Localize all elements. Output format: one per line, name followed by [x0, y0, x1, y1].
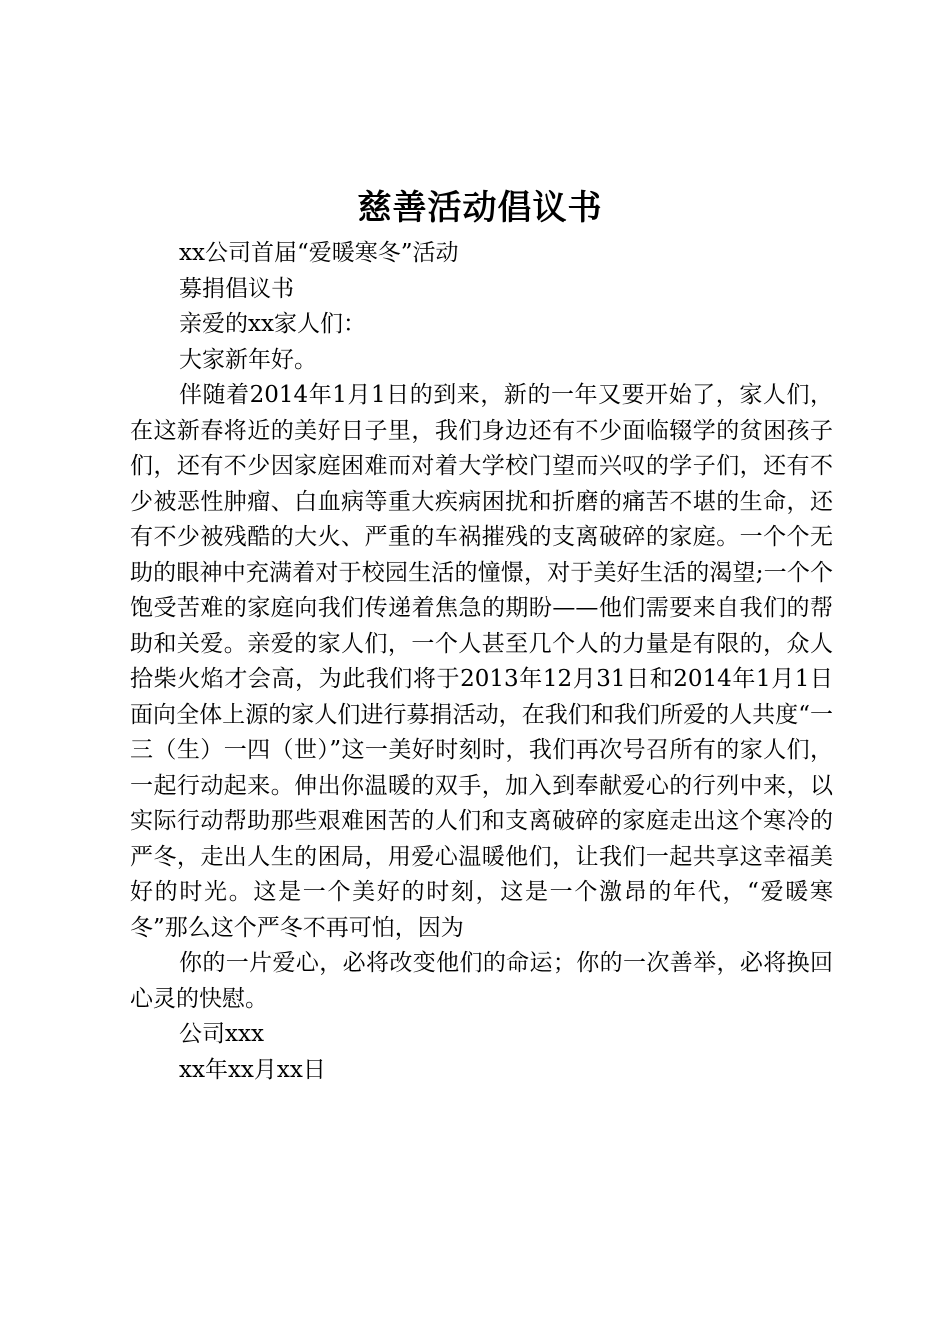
document-title: 慈善活动倡议书: [357, 188, 603, 228]
greeting: 大家新年好。: [179, 346, 317, 373]
salutation: 亲爱的xx家人们：: [179, 311, 366, 337]
closing-paragraph: 你的一片爱心，必将改变他们的命运；你的一次善举，必将换回心灵的快慰。: [130, 950, 833, 1012]
event-name-line: xx公司首届“爱暖寒冬”活动: [179, 240, 459, 266]
subtitle-line: 募捐倡议书: [179, 275, 294, 302]
date-line: xx年xx月xx日: [179, 1056, 326, 1083]
main-paragraph: 伴随着2014年1月1日的到来，新的一年又要开始了，家人们，在这新春将近的美好日子里，我们身边还有不少面临辍学的贫困孩子们，还有不少因家庭困难而对着大学校门望而兴叹的学子们，还有不少被恶性肿瘤、白血病等重大疾病困扰和折磨的痛苦不堪的生命，还有不少被残酷的大火、严重的车祸摧残的支离破碎的家庭。一个个无助的眼神中充满着对于校园生活的憧憬，对于美好生活的渴望;一个个饱受苦难的家庭向我们传递着焦急的期盼——他们需要来自我们的帮助和关爱。亲爱的家人们，一个人甚至几个人的力量是有限的，众人拾柴火焰才会高，为此我们将于2013年12月31日和2014年1月1日面向全体上源的家人们进行募捐活动，在我们和我们所爱的人共度“一三（生）一四（世）”这一美好时刻时，我们再次号召所有的家人们，一起行动起来。伸出你温暖的双手，加入到奉献爱心的行列中来，以实际行动帮助那些艰难困苦的人们和支离破碎的家庭走出这个寒冷的严冬，走出人生的困局，用爱心温暖他们，让我们一起共享这幸福美好的时光。这是一个美好的时刻，这是一个激昂的年代，“爱暖寒冬”那么这个严冬不再可怕，因为: [130, 382, 833, 941]
signature: 公司xxx: [179, 1021, 264, 1047]
document-body: [130, 236, 833, 1088]
